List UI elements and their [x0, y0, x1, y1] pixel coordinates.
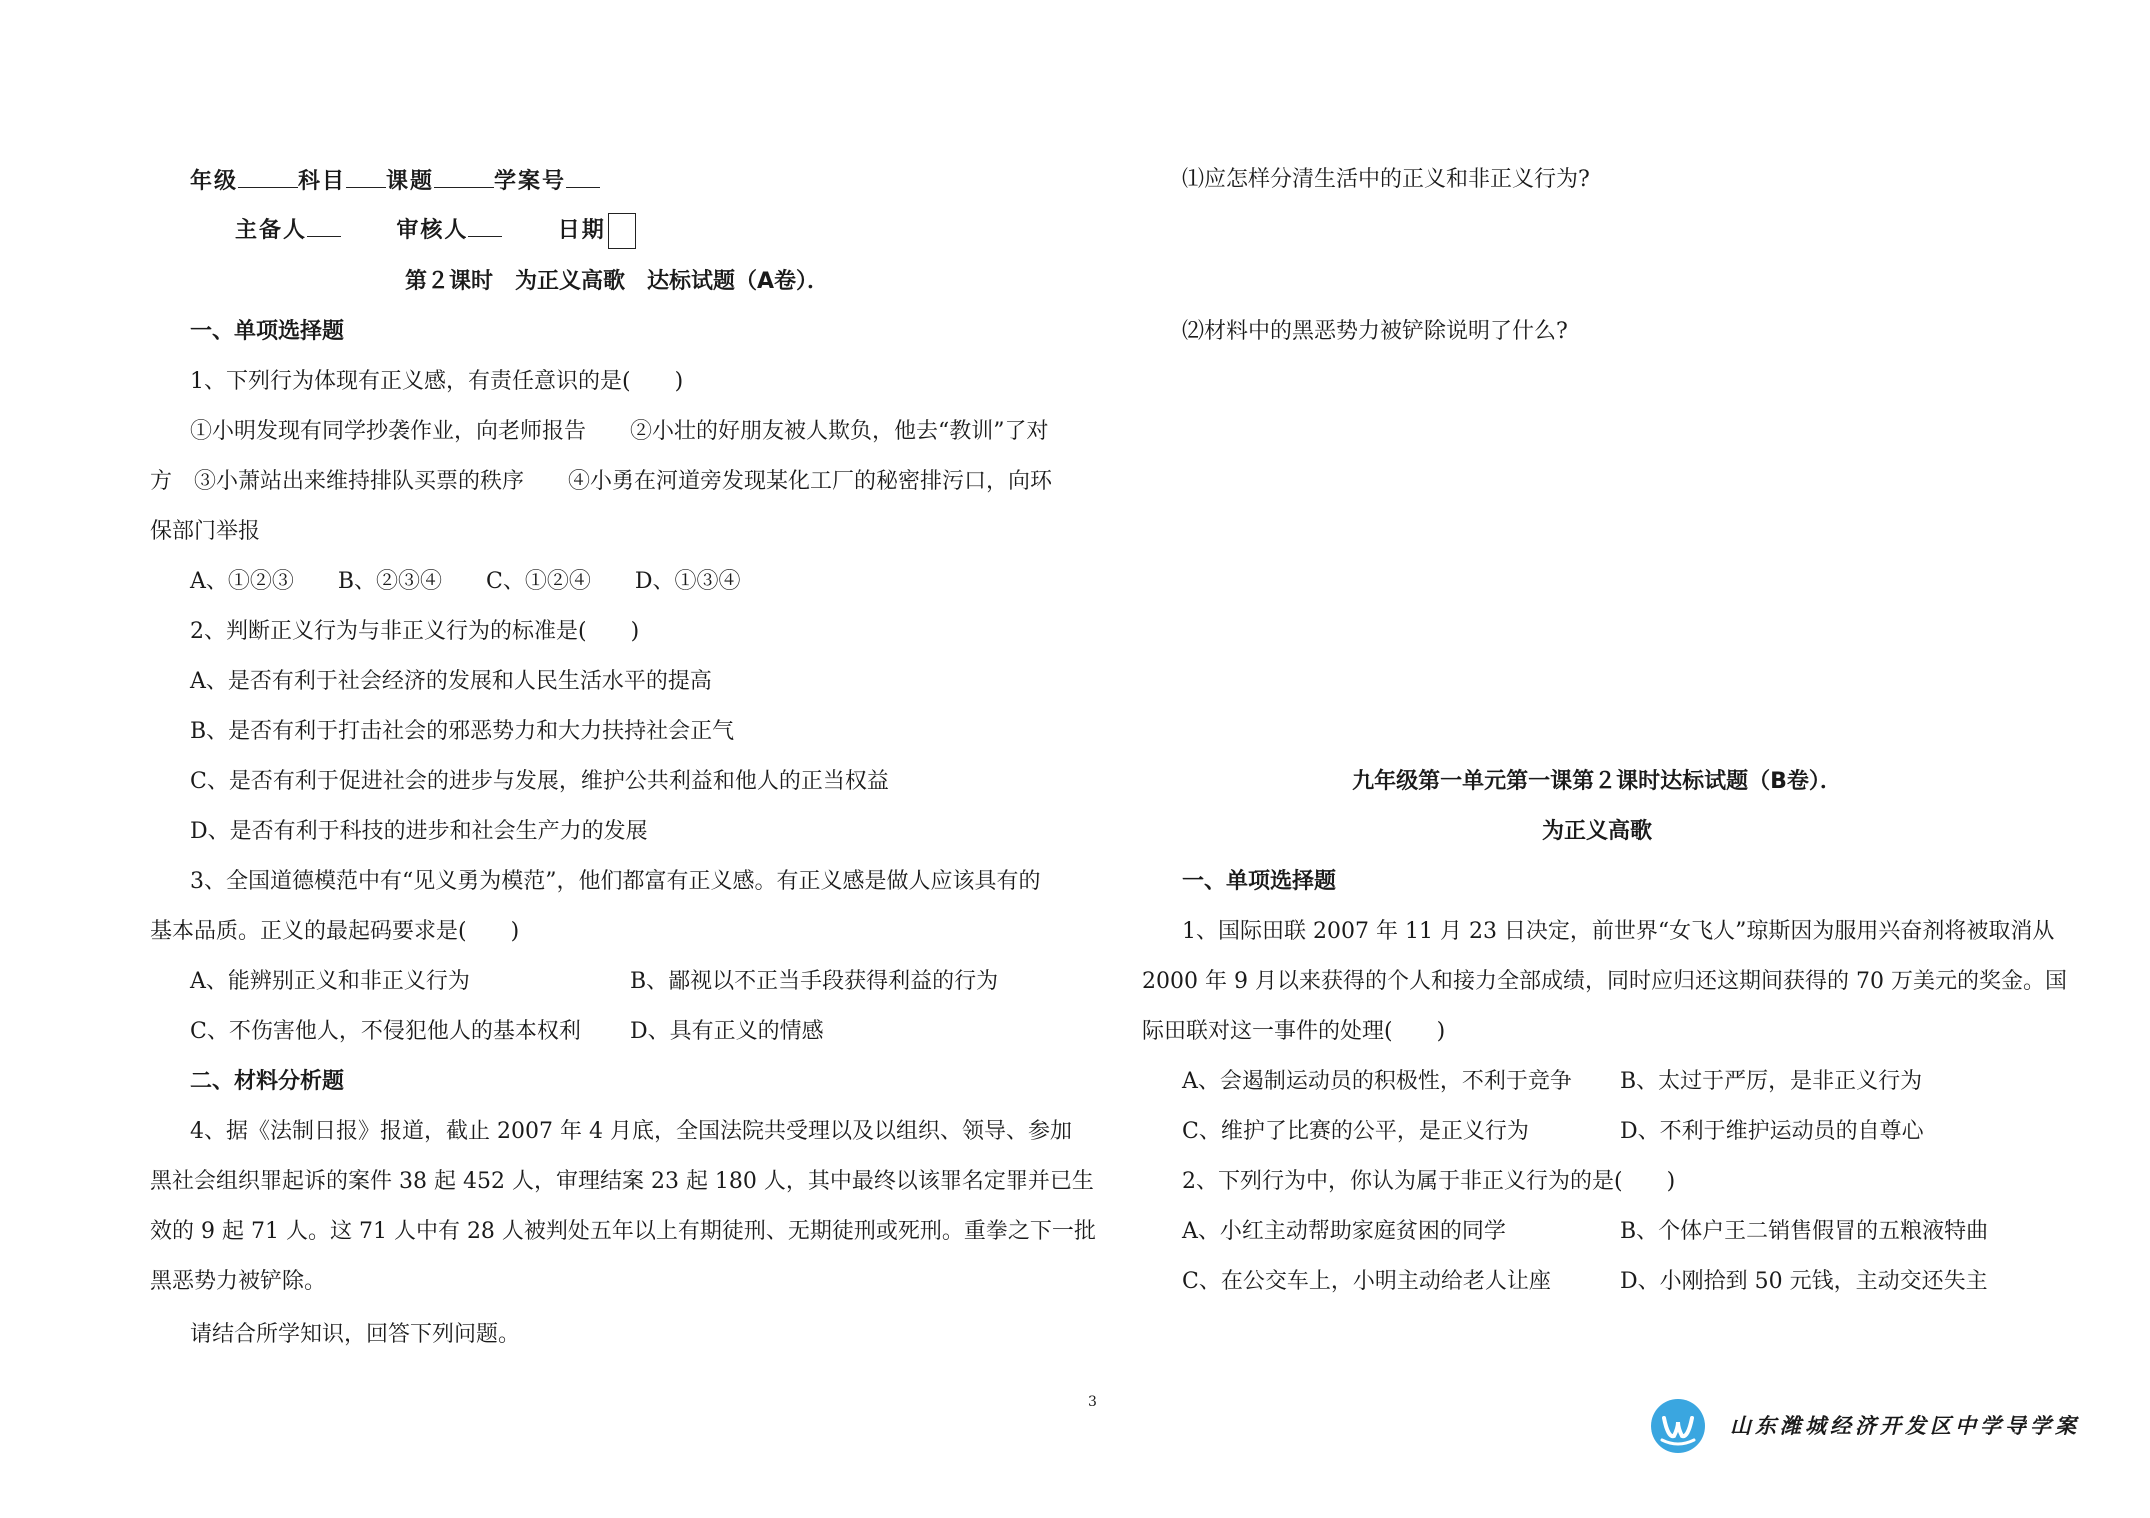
b-q1-line1: 1、国际田联 2007 年 11 月 23 日决定，前世界“女飞人”琼斯因为服用兴奋剂将被取消从: [1182, 919, 2055, 944]
q2-option-c: C、是否有利于促进社会的进步与发展，维护公共利益和他人的正当权益: [190, 769, 889, 794]
q3-option-a: A、能辨别正义和非正义行为: [190, 969, 470, 994]
q2-option-d: D、是否有利于科技的进步和社会生产力的发展: [190, 819, 648, 844]
q3-option-b: B、鄙视以不正当手段获得利益的行为: [630, 969, 999, 994]
page-title-a: 第２课时 为正义高歌 达标试题（A卷）．: [405, 269, 830, 294]
school-name: 山东潍城经济开发区中学导学案: [1730, 1413, 2080, 1438]
date-label: 日期: [557, 218, 606, 243]
page-subtitle-b: 为正义高歌: [1541, 819, 1652, 844]
b-q2-option-b: B、个体户王二销售假冒的五粮液特曲: [1620, 1219, 1989, 1244]
q1-line1: ①小明发现有同学抄袭作业，向老师报告 ②小壮的好朋友被人欺负，他去“教训”了对: [190, 419, 1049, 444]
b-q1-line3: 际田联对这一事件的处理( ): [1142, 1019, 1446, 1044]
q4-sub-question-1: ⑴应怎样分清生活中的正义和非正义行为?: [1182, 167, 1590, 192]
q4-line3: 效的 9 起 71 人。这 71 人中有 28 人被判处五年以上有期徒刑、无期徒刑或死刑。重拳之下一批: [150, 1219, 1096, 1244]
q1-options: A、①②③ B、②③④ C、①②④ D、①③④: [190, 569, 741, 594]
topic-label: 课题: [386, 169, 435, 194]
page-number: 3: [1088, 1394, 1097, 1410]
b-q2-stem: 2、下列行为中，你认为属于非正义行为的是( ): [1182, 1169, 1676, 1194]
preparer-label: 主备人: [235, 218, 308, 243]
header-line-1: [190, 165, 600, 197]
b-q1-option-a: A、会遏制运动员的积极性，不利于竞争: [1182, 1069, 1572, 1094]
q2-stem: 2、判断正义行为与非正义行为的标准是( ): [190, 619, 640, 644]
topic-blank[interactable]: [434, 165, 494, 188]
plan-no-label: 学案号: [494, 169, 567, 194]
section-heading-1: 一、单项选择题: [190, 319, 345, 344]
q4-line4: 黑恶势力被铲除。: [150, 1269, 327, 1294]
q3-option-d: D、具有正义的情感: [630, 1019, 824, 1044]
q2-option-b: B、是否有利于打击社会的邪恶势力和大力扶持社会正气: [190, 719, 735, 744]
school-logo-icon: [1650, 1398, 1706, 1454]
b-q1-line2: 2000 年 9 月以来获得的个人和接力全部成绩，同时应归还这期间获得的 70 万美元的奖金。国: [1142, 969, 2067, 994]
subject-blank[interactable]: [346, 165, 386, 188]
q3-option-c: C、不伤害他人，不侵犯他人的基本权利: [190, 1019, 581, 1044]
b-q2-option-a: A、小红主动帮助家庭贫困的同学: [1182, 1219, 1506, 1244]
grade-blank[interactable]: [238, 165, 298, 188]
q2-option-a: A、是否有利于社会经济的发展和人民生活水平的提高: [190, 669, 712, 694]
header-line-2: [235, 213, 636, 249]
reviewer-label: 审核人: [396, 218, 469, 243]
b-q2-option-d: D、小刚拾到 50 元钱，主动交还失主: [1620, 1269, 1988, 1294]
q1-stem: 1、下列行为体现有正义感，有责任意识的是( ): [190, 369, 684, 394]
section-heading-2: 二、材料分析题: [190, 1069, 345, 1094]
q3-line1: 3、全国道德模范中有“见义勇为模范”，他们都富有正义感。有正义感是做人应该具有的: [190, 869, 1041, 894]
q4-prompt: 请结合所学知识，回答下列问题。: [190, 1322, 521, 1347]
section-heading-b1: 一、单项选择题: [1182, 869, 1337, 894]
b-q1-option-b: B、太过于严厉，是非正义行为: [1620, 1069, 1923, 1094]
grade-label: 年级: [190, 169, 239, 194]
q1-line2: 方 ③小萧站出来维持排队买票的秩序 ④小勇在河道旁发现某化工厂的秘密排污口，向环: [150, 469, 1053, 494]
q3-line2: 基本品质。正义的最起码要求是( ): [150, 919, 520, 944]
q4-sub-question-2: ⑵材料中的黑恶势力被铲除说明了什么?: [1182, 319, 1568, 344]
b-q1-option-c: C、维护了比赛的公平，是正义行为: [1182, 1119, 1529, 1144]
q1-line3: 保部门举报: [150, 519, 261, 544]
preparer-blank[interactable]: [307, 214, 341, 237]
b-q1-option-d: D、不利于维护运动员的自尊心: [1620, 1119, 1924, 1144]
page-title-b: 九年级第一单元第一课第２课时达标试题（B卷）．: [1352, 769, 1842, 794]
reviewer-blank[interactable]: [468, 214, 502, 237]
q4-line2: 黑社会组织罪起诉的案件 38 起 452 人，审理结案 23 起 180 人，其中最终以该罪名定罪并已生: [150, 1169, 1094, 1194]
date-box[interactable]: [608, 213, 636, 249]
subject-label: 科目: [298, 169, 347, 194]
q4-line1: 4、据《法制日报》报道，截止 2007 年 4 月底，全国法院共受理以及以组织、领导、参加: [190, 1119, 1072, 1144]
b-q2-option-c: C、在公交车上，小明主动给老人让座: [1182, 1269, 1551, 1294]
plan-no-blank[interactable]: [566, 165, 600, 188]
